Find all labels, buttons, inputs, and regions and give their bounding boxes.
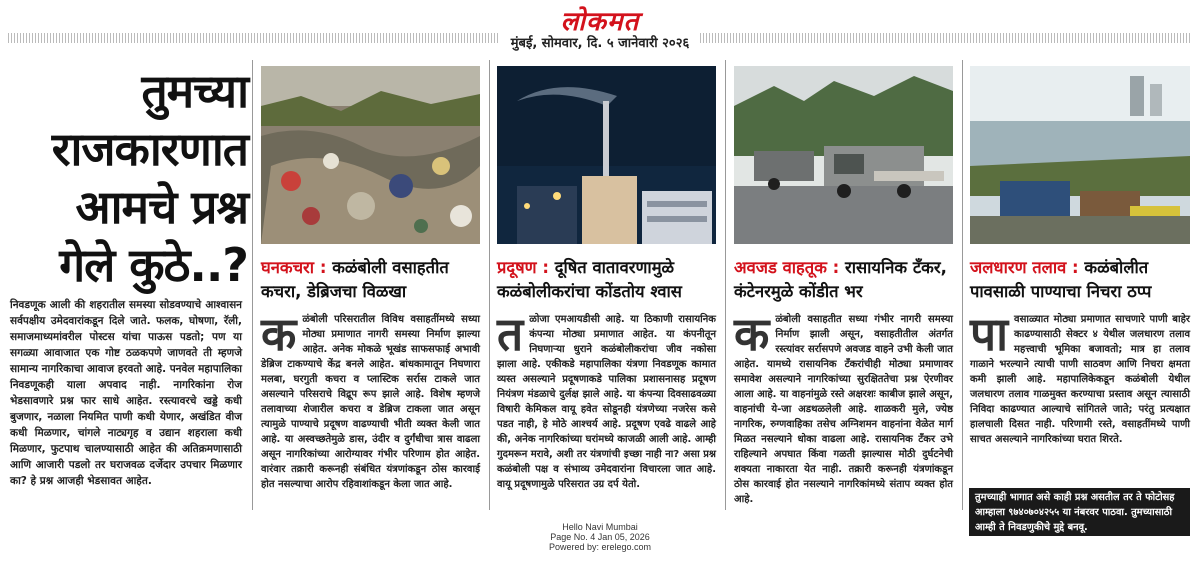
page-footer: [0, 522, 1200, 552]
story-body: [261, 307, 480, 492]
footer-page-date: Page No. 4 Jan 05, 2026: [550, 532, 650, 542]
column-divider: [725, 60, 726, 510]
pond-image: [970, 66, 1190, 244]
story-kicker: जलधारण तलाव :: [970, 258, 1079, 277]
story-text: वसाळ्यात मोठ्या प्रमाणात साचणारे पाणी बाहेर काढण्यासाठी सेक्टर ४ येथील जलधारण तलाव महत्त्वाची भूमिका बजावतो; मात्र हा तलाव गाळाने भरल्याने त्याची पाणी साठवण आणि निचरा क्षमता कमी झाली आहे. महापालिकेकडून कळंबोली येथील जलधारण तलाव गाळमुक्त करण्याचा प्रस्ताव असून त्यासाठी निविदा काढण्यात आल्याचे सांगितले जाते; परंतु प्रत्यक्षात हालचाली दिसत नाही. परिणामी रस्ते, वसाहतींमध्ये पाणी साचत असल्याने नागरिकांच्या घरात शिरते.: [970, 314, 1190, 445]
story-text: ळंबोली वसाहतीत सध्या गंभीर नागरी समस्या निर्माण झाली असून, वसाहतीतील अंतर्गत रस्त्यांवर सर्रासपणे अवजड वाहने उभी केली जात आहेत. यामध्ये रासायनिक टँकरांचीही मोठ्या प्रमाणावर समावेश असल्याने नागरिकांच्या सुरक्षिततेचा प्रश्न ऐरणीवर आला आहे. या वाहनांमुळे रस्ते अक्षरशः काबीज झाले असून, वाहनांची ये-जा अडथळलेली आहे. शाळकरी मुले, ज्येष्ठ नागरिक, रुग्णवाहिका तसेच अग्निशमन वाहनांना वेळेत मार्ग मिळत नसल्याने धोका वाढला आहे. रासायनिक टँकर उभे राहिल्याने अपघात किंवा गळती झाल्यास मोठी दुर्घटनेची शक्यता नाकारता येत नाही. तक्रारी करूनही यंत्रणांकडून ठोस कारवाई होत नसल्याने नागरिकांमध्ये संताप व्यक्त होत आहे.: [734, 314, 953, 505]
story-kicker: प्रदूषण :: [497, 258, 549, 277]
reader-callout: तुमच्याही भागात असे काही प्रश्न असतील तर ते फोटोसह आम्हाला ९७४०७०४२५५ या नंबरवर पाठवा. तुमच्यासाठी आम्ही ते निवडणुकीचे मुद्दे बनवू.: [969, 488, 1190, 536]
story-body: [734, 307, 953, 507]
traffic-photo: [734, 66, 953, 244]
dropcap: पा: [970, 307, 1009, 361]
column-divider: [252, 60, 253, 510]
garbage-dump-image: [261, 66, 480, 244]
column-divider: [962, 60, 963, 510]
garbage-photo: [261, 66, 480, 244]
story-pollution: [497, 60, 716, 520]
dropcap: त: [497, 307, 524, 361]
story-headline: रासायनिक टँकर, कंटेनरमुळे कोंडीत भर: [734, 258, 947, 301]
newspaper-logo: लोकमत: [560, 7, 640, 37]
story-title: [970, 256, 1190, 304]
dateline: मुंबई, सोमवार, दि. ५ जानेवारी २०२६: [510, 36, 690, 51]
story-headline: दूषित वातावरणामुळे कळंबोलीकरांचा कोंडतोय श्वास: [497, 258, 682, 301]
story-garbage: [261, 60, 480, 520]
column-divider: [489, 60, 490, 510]
story-title: [734, 256, 953, 304]
lead-paragraph: निवडणूक आली की शहरातील समस्या सोडवण्याचे आश्वासन सर्वपक्षीय उमेदवारांकडून दिले जाते. फलक, घोषणा, रॅली, समाजमाध्यमांवरील पोस्टस यांचा पाऊस पडतो; पण या सगळ्या आवाजात एक गोष्ट ठळकपणे जाणवते ती म्हणजे सामान्य नागरिकाचा आवाज हरवतो आहे. पनवेल महापालिका निवडणूकही याला अपवाद नाही. नागरिकांना रोज भेडसावणारे प्रश्न फार साधे आहेत. रस्त्यावरचे खड्डे कधी बुजणार, नळाला नियमित पाणी कधी येणार, अखंडित वीज कधी मिळणार, चांगले नाट्यगृह व उद्यान शहराला कधी मिळणार, फुटपाथ चालण्यासाठी आहेत की अतिक्रमणासाठी आणि आजारी पडलो तर घराजवळ दर्जेदार उपचार मिळणार का? हे प्रश्न आजही भेडसावत आहेत.: [10, 299, 242, 487]
story-kicker: घनकचरा :: [261, 258, 327, 277]
dropcap: क: [261, 307, 297, 361]
trucks-image: [734, 66, 953, 244]
story-body: [497, 307, 716, 492]
story-title: [497, 256, 716, 304]
masthead: [0, 0, 1200, 60]
main-headline: तुमच्या राजकारणात आमचे प्रश्न गेले कुठे..?: [51, 64, 248, 292]
story-holding-pond: [970, 60, 1190, 490]
smokestack-image: [497, 66, 716, 244]
story-body: [970, 307, 1190, 447]
pond-photo: [970, 66, 1190, 244]
pollution-photo: [497, 66, 716, 244]
story-text: ळंबोली परिसरातील विविध वसाहतींमध्ये सध्या मोठ्या प्रमाणात नागरी समस्या निर्माण झाल्या आहेत. अनेक मोकळे भूखंड साफसफाई अभावी डेब्रिज टाकण्याचे केंद्र बनले आहेत. बांधकामातून निघणारा मलबा, घरगुती कचरा व प्लास्टिक सर्रास टाकले जात असल्याने परिसराचे विद्रूप रूप झाले आहे. विशेष म्हणजे तलावाच्या शेजारील कचरा व डेब्रिज टाकला जात असून त्यामुळे पाण्याचे प्रदूषण वाढण्याची भीती व्यक्त केली जात आहे. या अस्वच्छतेमुळे डास, उंदीर व दुर्गंधीचा त्रास वाढला असून नागरिकांच्या आरोग्यावर गंभीर परिणाम होत आहेत. वारंवार तक्रारी करूनही संबंधित यंत्रणांकडून ठोस कारवाई होत नसल्याचा आरोप रहिवाशांकडून केला जात आहे.: [261, 314, 480, 490]
story-title: [261, 256, 480, 304]
story-headline: कळंबोली वसाहतीत कचरा, डेब्रिजचा विळखा: [261, 258, 449, 301]
footer-publication: Hello Navi Mumbai: [562, 522, 638, 532]
story-text: ळोजा एमआयडीसी आहे. या ठिकाणी रासायनिक कंपन्या मोठ्या प्रमाणात आहेत. या कंपनीतून निघणाऱ्या धुराने कळंबोलीकरांचा जीव नकोसा झाला आहे. एकीकडे महापालिका यंत्रणा निवडणूक कामात व्यस्त असल्याने प्रदूषणाकडे पालिका प्रशासनासह प्रदूषण नियंत्रण मंडळाचे दुर्लक्ष झाले आहे. या कंपन्या दिवसाढवळ्या विषारी केमिकल वायू हवेत सोडूनही यंत्रणेच्या नजरेस कसे पडत नाही, हे मोठे आश्चर्य आहे. प्रदूषण एवढे वाढले आहे की, अनेक नागरिकांच्या घरांमध्ये काजळी आली आहे. आम्ही गुदमरून मरावे, अशी तर यंत्रणांची इच्छा नाही ना? असा प्रश्न कळंबोली पक्ष व संभाव्य उमेदवारांना विचारला जात आहे. वायू प्रदूषणामुळे परिसरात उग्र दर्प येतो.: [497, 314, 716, 490]
story-kicker: अवजड वाहतूक :: [734, 258, 840, 277]
footer-powered-by: Powered by: erelego.com: [548, 542, 652, 552]
story-heavy-traffic: [734, 60, 953, 520]
story-headline: कळंबोलीत पावसाळी पाण्याचा निचरा ठप्प: [970, 258, 1152, 301]
dropcap: क: [734, 307, 770, 361]
